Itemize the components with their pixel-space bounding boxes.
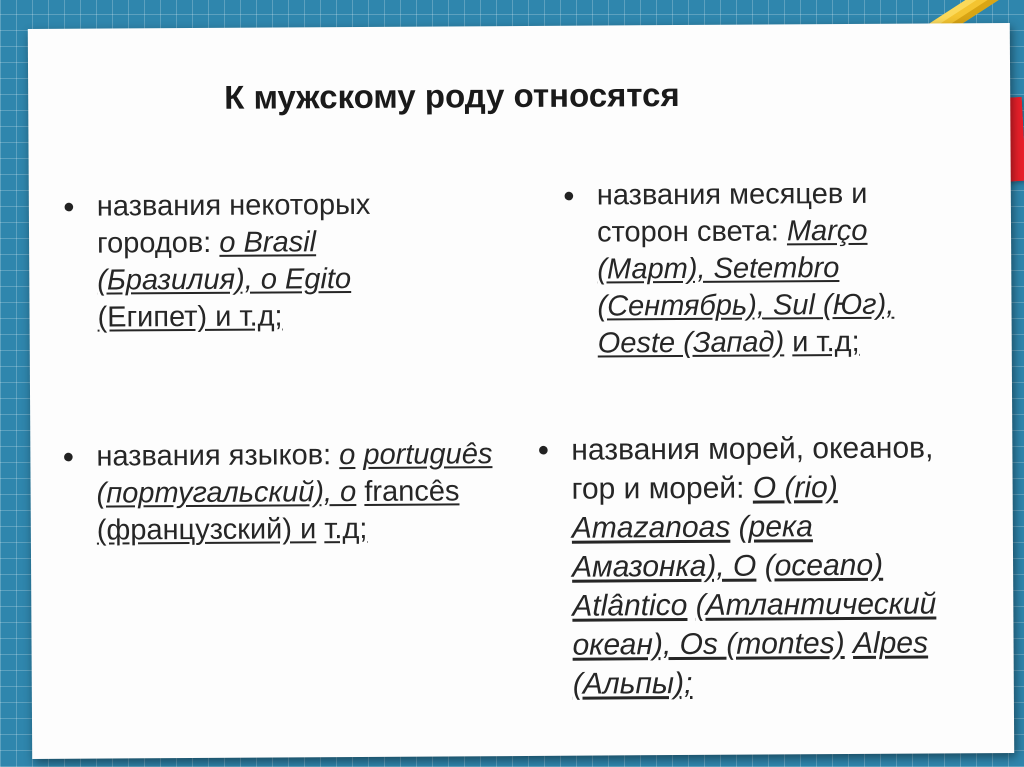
bullet-months: [561, 175, 952, 362]
bullet-text: [97, 186, 462, 336]
example-frances: francês (французский) и: [96, 475, 460, 547]
bullet-marker: ●: [62, 445, 75, 468]
bullet-marker: ●: [62, 195, 76, 218]
slide-title: К мужскому роду относятся: [224, 76, 680, 116]
separator-space: [756, 550, 765, 583]
example-article-o: o: [339, 439, 356, 472]
text-plain: названия морей, океанов, гор и морей:: [571, 431, 934, 506]
example-frances-tail: т.д;: [324, 512, 368, 546]
example-montes: океан), Os (montes): [572, 627, 845, 662]
example-oeste-tail: и т.д;: [792, 325, 860, 359]
example-amazonas: O (rio) Amazanoas: [571, 471, 838, 545]
separator-space: [355, 439, 363, 471]
bullet-marker: ●: [537, 438, 550, 461]
example-oeste: Oeste (Запад): [597, 326, 785, 360]
example-egito-tail: (Египет) и т.д;: [97, 300, 283, 334]
bullet-seas: [535, 428, 937, 703]
example-setembro: (Март), Setembro: [597, 252, 840, 286]
text-plain: названия месяцев и сторон света:: [596, 177, 868, 249]
example-amazonas-translation: (река Амазонка), O: [571, 510, 813, 584]
separator-space: [784, 326, 792, 358]
bullet-text: [571, 428, 937, 703]
example-marco: Março: [786, 214, 868, 248]
example-egito: (Бразилия), o Egito: [97, 263, 352, 297]
example-atlantico-translation: (Атлантический: [695, 587, 937, 622]
example-portugues: português: [363, 438, 493, 471]
separator-space: [730, 511, 739, 544]
text-plain: названия некоторых городов:: [96, 188, 371, 260]
bullet-text: [597, 175, 952, 362]
separator-space: [356, 476, 364, 508]
example-alpes: Alpes (Альпы);: [572, 626, 929, 701]
example-brasil: o Brasil: [219, 226, 317, 259]
bullet-cities: [61, 186, 462, 336]
example-sul: (Сентябрь), Sul (Юг),: [597, 288, 895, 323]
bullet-text: [96, 436, 501, 549]
example-portugues-translation: (португальский), o: [96, 476, 357, 510]
example-atlantico: (oceano) Atlântico: [572, 548, 884, 623]
text-plain: названия языков:: [96, 439, 340, 473]
paper-sheet: [28, 23, 1014, 759]
bullet-marker: ●: [562, 184, 575, 207]
bullet-languages: [60, 436, 501, 550]
